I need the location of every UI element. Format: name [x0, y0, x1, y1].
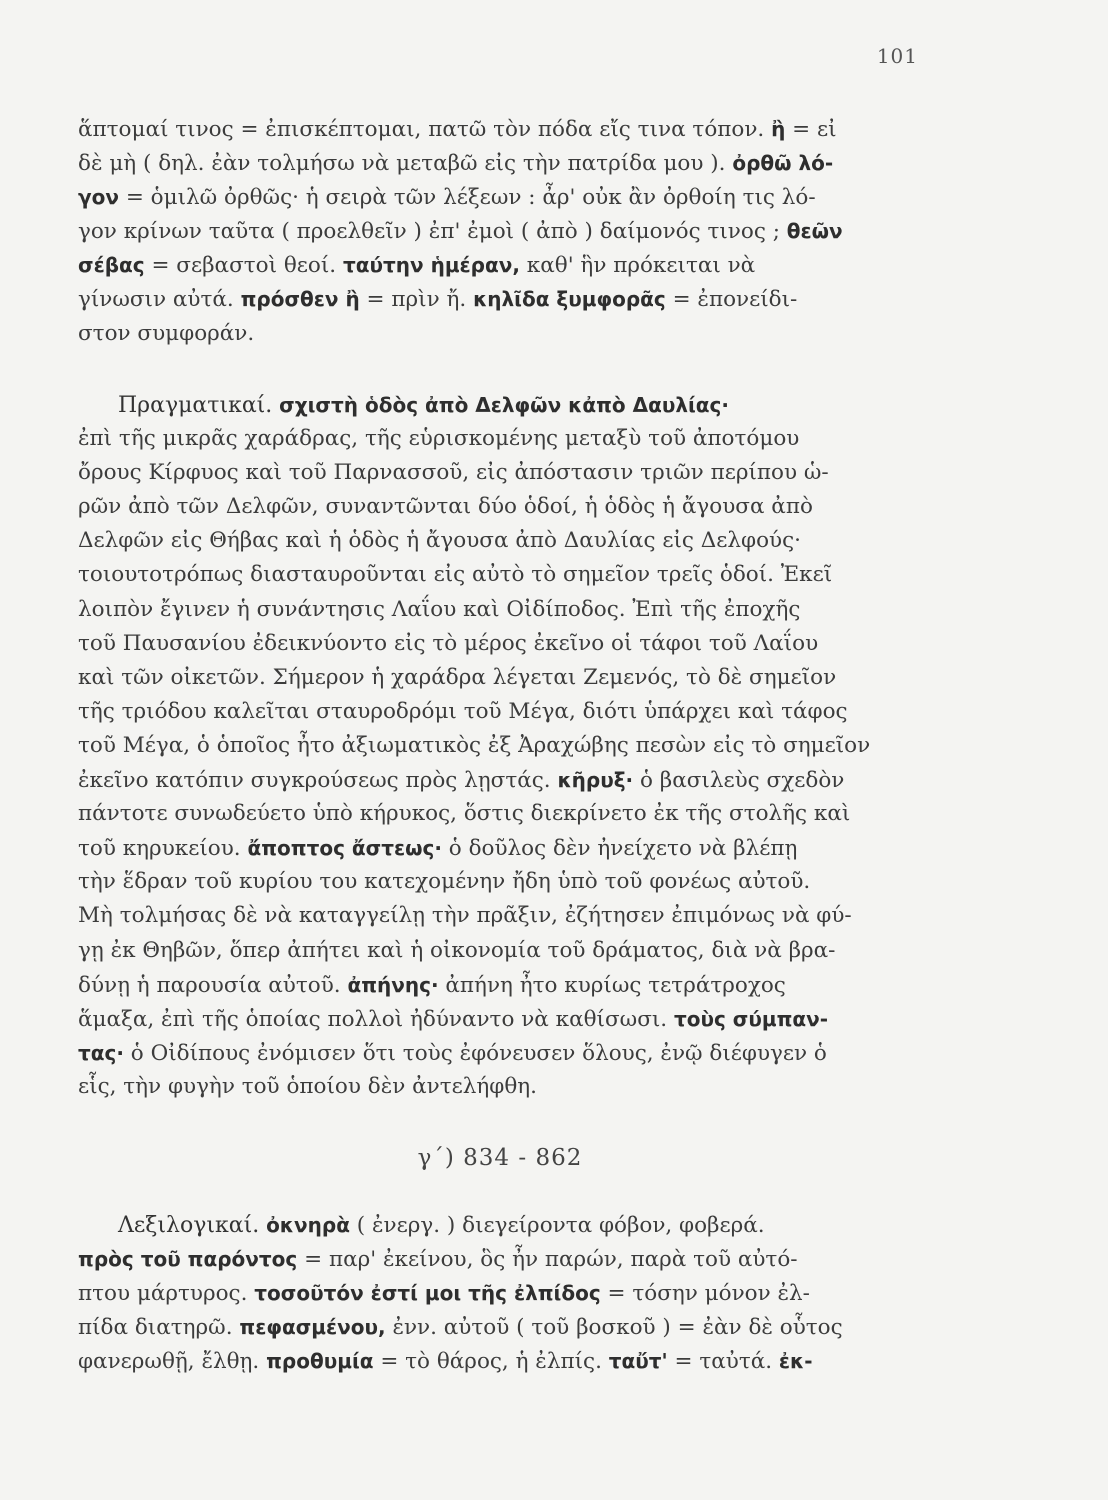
keyword-term: κῆρυξ· — [557, 768, 634, 793]
text-run: δύνῃ ἡ παρουσία αὐτοῦ. — [78, 972, 348, 998]
text-line — [78, 248, 938, 282]
keyword-term: ἐκ- — [778, 1349, 813, 1374]
text-run: τοῦ Παυσανίου ἐδεικνύοντο εἰς τὸ μέρος ἐκεῖνο οἱ τάφοι τοῦ Λαΐου — [78, 630, 819, 656]
text-line — [78, 865, 938, 899]
text-run: πάντοτε συνωδεύετο ὑπὸ κήρυκος, ὅστις διεκρίνετο ἐκ τῆς στολῆς καὶ — [78, 801, 851, 827]
text-run: τοιουτοτρόπως διασταυροῦνται εἰς αὐτὸ τὸ σημεῖον τρεῖς ὁδοί. Ἐκεῖ — [78, 562, 833, 588]
text-line — [78, 968, 938, 1002]
text-run: = παρ' ἐκείνου, ὃς ἦν παρών, παρὰ τοῦ αὐτό- — [297, 1247, 798, 1273]
text-line — [78, 112, 938, 146]
keyword-term: ὀρθῶ λό- — [732, 151, 834, 176]
text-run: ὁ βασιλεὺς σχεδὸν — [633, 768, 845, 794]
text-line — [78, 1002, 938, 1036]
keyword-term: θεῶν — [786, 219, 843, 244]
text-line — [78, 1242, 938, 1276]
section-title: γ΄) 834 - 862 — [417, 1145, 583, 1171]
text-run: ἅπτομαί τινος = ἐπισκέπτομαι, πατῶ τὸν πόδα εἴς τινα τόπον. — [78, 117, 772, 142]
text-line — [78, 627, 938, 661]
text-line — [78, 146, 938, 180]
text-run: ( ἐνεργ. ) διεγείροντα φόβον, φοβερά. — [349, 1213, 765, 1238]
practical-notes-paragraph — [78, 388, 938, 1104]
text-run: εἷς, τὴν φυγὴν τοῦ ὁποίου δὲν ἀντελήφθη. — [78, 1073, 537, 1099]
text-run: = τὸ θάρος, ἡ ἐλπίς. — [373, 1349, 609, 1375]
text-run: τὴν ἕδραν τοῦ κυρίου του κατεχομένην ἤδη ὑπὸ τοῦ φονέως αὐτοῦ. — [78, 869, 811, 895]
text-run: γῃ ἐκ Θηβῶν, ὅπερ ἀπήτει καὶ ἡ οἰκονομία τοῦ δράματος, διὰ νὰ βρα- — [78, 937, 836, 963]
text-line — [78, 1036, 938, 1070]
text-line — [78, 422, 938, 456]
glossary-paragraph-1 — [78, 112, 938, 351]
text-line — [78, 661, 938, 695]
text-line — [78, 317, 938, 351]
text-run: = ὁμιλῶ ὀρθῶς· ἡ σειρὰ τῶν λέξεων : ἆρ' οὐκ ἂν ὀρθοίη τις λό- — [119, 185, 816, 211]
section-heading-word: Πραγματικαί. — [118, 393, 273, 418]
text-run: ἅμαξα, ἐπὶ τῆς ὁποίας πολλοὶ ἠδύναντο νὰ καθίσωσι. — [78, 1006, 674, 1032]
text-line — [78, 1344, 938, 1378]
text-run: τοῦ Μέγα, ὁ ὁποῖος ἦτο ἀξιωματικὸς ἐξ Ἀραχώβης πεσὼν εἰς τὸ σημεῖον — [78, 732, 871, 758]
text-line — [78, 214, 938, 248]
text-line — [78, 797, 938, 831]
text-line — [78, 524, 938, 558]
keyword-term: πεφασμένου, — [239, 1315, 386, 1340]
text-run: ὄρους Κίρφυος καὶ τοῦ Παρνασσοῦ, εἰς ἀπόστασιν τριῶν περίπου ὡ- — [78, 460, 829, 486]
text-line — [78, 490, 938, 524]
keyword-term: ὀκνηρὰ — [266, 1213, 350, 1237]
text-run: ὁ Οἰδίπους ἐνόμισεν ὅτι τοὺς ἐφόνευσεν ὅλους, ἐνῷ διέφυγεν ὁ — [123, 1040, 827, 1066]
text-run: Δελφῶν εἰς Θήβας καὶ ἡ ὁδὸς ἡ ἄγουσα ἀπὸ Δαυλίας εἰς Δελφούς· — [78, 528, 802, 554]
text-line — [78, 1276, 938, 1310]
text-run: ἐπὶ τῆς μικρᾶς χαράδρας, τῆς εὑρισκομένης μεταξὺ τοῦ ἀποτόμου — [78, 426, 800, 452]
text-line — [78, 695, 938, 729]
text-run: φανερωθῇ, ἔλθῃ. — [78, 1349, 267, 1375]
keyword-term: πρόσθεν ἢ — [240, 287, 360, 312]
keyword-term: σέβας — [78, 253, 145, 278]
text-run: ἐνν. αὐτοῦ ( τοῦ βοσκοῦ ) = ἐὰν δὲ οὗτος — [385, 1315, 843, 1341]
text-line — [78, 282, 938, 316]
text-run: Μὴ τολμήσας δὲ νὰ καταγγείλῃ τὴν πρᾶξιν, ἐζήτησεν ἐπιμόνως νὰ φύ- — [78, 903, 852, 929]
text-run: = εἰ — [785, 117, 837, 142]
text-run: πίδα διατηρῶ. — [78, 1315, 240, 1341]
text-run: ρῶν ἀπὸ τῶν Δελφῶν, συναντῶνται δύο ὁδοί, ἡ ὁδὸς ἡ ἄγουσα ἀπὸ — [78, 494, 813, 520]
text-run: τῆς τριόδου καλεῖται σταυροδρόμι τοῦ Μέγα, διότι ὑπάρχει καὶ τάφος — [78, 698, 848, 724]
lexical-notes-paragraph — [78, 1208, 938, 1378]
keyword-term: κηλῖδα ξυμφορᾶς — [473, 287, 666, 312]
keyword-term: γον — [78, 185, 119, 210]
text-line — [78, 456, 938, 490]
text-run: = τόσην μόνον ἐλ- — [600, 1281, 810, 1307]
text-line — [78, 558, 938, 592]
text-run: = ταὐτά. — [667, 1349, 779, 1375]
text-line — [78, 388, 938, 422]
keyword-term: προθυμία — [266, 1349, 374, 1374]
keyword-term: ἀπήνης· — [347, 972, 439, 997]
text-line — [78, 934, 938, 968]
text-run: = σεβαστοὶ θεοί. — [144, 253, 343, 279]
text-run: = ἐπονείδι- — [665, 287, 798, 313]
text-run: καθ' ἣν πρόκειται νὰ — [519, 253, 756, 279]
text-line — [78, 180, 938, 214]
keyword-term: τοσοῦτόν ἐστί μοι τῆς ἐλπίδος — [254, 1281, 601, 1306]
keyword-term: τας· — [78, 1040, 124, 1065]
text-run: ὁ δοῦλος δὲν ἠνείχετο νὰ βλέπῃ — [441, 836, 798, 862]
text-line — [78, 831, 938, 865]
text-line — [78, 1208, 938, 1242]
text-run: στον συμφοράν. — [78, 320, 255, 346]
keyword-term: ταὔτ' — [608, 1349, 668, 1374]
text-run: γον κρίνων ταῦτα ( προελθεῖν ) ἐπ' ἐμοὶ ( ἀπὸ ) δαίμονός τινος ; — [78, 219, 787, 245]
keyword-term: ἄποπτος ἄστεως· — [247, 836, 442, 861]
text-run: καὶ τῶν οἰκετῶν. Σήμερον ἡ χαράδρα λέγεται Ζεμενός, τὸ δὲ σημεῖον — [78, 664, 837, 690]
text-run: πτου μάρτυρος. — [78, 1281, 255, 1307]
text-line — [78, 729, 938, 763]
text-run: = πρὶν ἤ. — [359, 287, 474, 313]
text-run: δὲ μὴ ( δηλ. ἐὰν τολμήσω νὰ μεταβῶ εἰς τὴν πατρίδα μου ). — [78, 151, 733, 177]
text-line — [78, 1070, 938, 1104]
text-line — [78, 899, 938, 933]
keyword-term: πρὸς τοῦ παρόντος — [78, 1247, 298, 1272]
keyword-term: ἢ — [771, 117, 786, 141]
keyword-term: ταύτην ἡμέραν, — [342, 253, 520, 278]
text-run: ἐκεῖνο κατόπιν συγκρούσεως πρὸς λῃστάς. — [78, 768, 558, 794]
keyword-term: σχιστὴ ὁδὸς ἀπὸ Δελφῶν κἀπὸ Δαυλίας· — [279, 393, 729, 417]
text-run: λοιπὸν ἔγινεν ἡ συνάντησις Λαΐου καὶ Οἰδίποδος. Ἐπὶ τῆς ἐποχῆς — [78, 596, 801, 622]
text-line — [78, 1310, 938, 1344]
text-line — [78, 593, 938, 627]
text-run: γίνωσιν αὐτά. — [78, 287, 241, 313]
text-line — [78, 763, 938, 797]
text-run: τοῦ κηρυκείου. — [78, 836, 248, 862]
keyword-term: τοὺς σύμπαν- — [673, 1006, 829, 1031]
section-heading-word: Λεξιλογικαί. — [118, 1213, 260, 1238]
text-run: ἀπήνη ἦτο κυρίως τετράτροχος — [438, 972, 786, 998]
page-number: 101 — [876, 44, 918, 68]
